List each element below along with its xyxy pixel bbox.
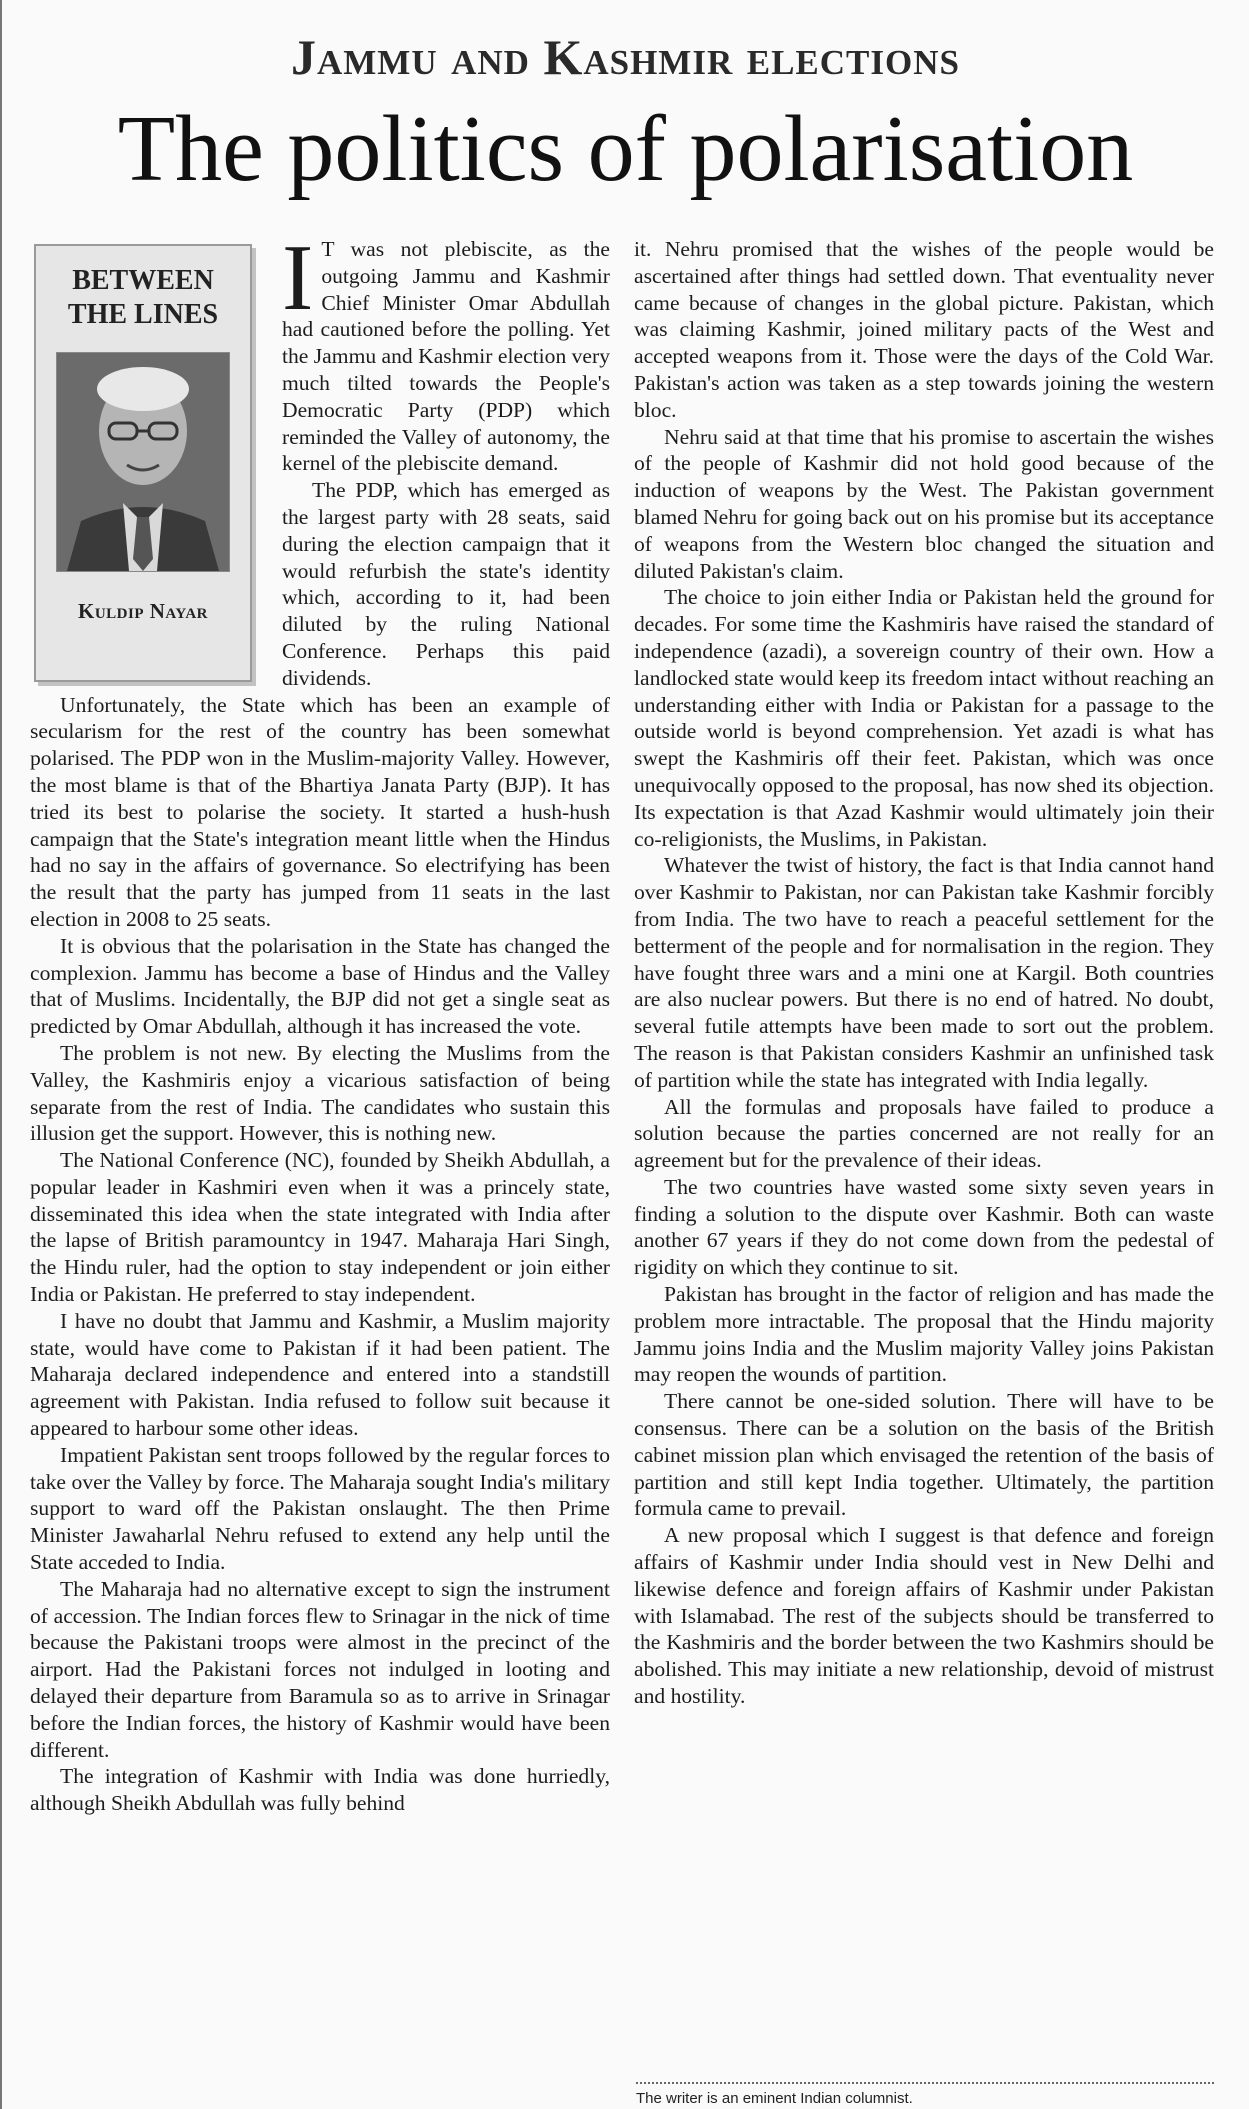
article-paragraph: The National Conference (NC), founded by Sheikh Abdullah, a popular leader in Kashmiri even when it was a princely state, disseminated this idea when the state integrated with India after the lapse of British paramountcy in 1947. Maharaja Hari Singh, the Hindu ruler, had the option to stay independent or join either India or Pakistan. He preferred to stay independent. (30, 1148, 610, 1307)
article-paragraph: A new proposal which I suggest is that defence and foreign affairs of Kashmir under India should vest in New Delhi and likewise defence and foreign affairs of Kashmir under Pakistan with Islamabad. The rest of the subjects should be transferred to the Kashmiris and the border between the two Kashmirs should be abolished. This may initiate a new relationship, devoid of mistrust and hostility. (634, 1523, 1214, 1709)
article-paragraph: Impatient Pakistan sent troops followed by the regular forces to take over the Valley by force. The Maharaja sought India's military support to ward off the Pakistan onslaught. The then Prime Minister Jawaharlal Nehru refused to extend any help until the State acceded to India. (30, 1442, 610, 1575)
drop-cap: I (282, 226, 314, 330)
article-paragraph: I have no doubt that Jammu and Kashmir, a Muslim majority state, would have come to Pakistan if it had been patient. The Maharaja declared independence and entered into a standstill agreement with Pakistan. India refused to follow suit because it appeared to harbour some other ideas. (30, 1308, 610, 1441)
article-paragraph: The choice to join either India or Pakistan held the ground for decades. For some time the Kashmiris have raised the standard of independence (azadi), a sovereign country of their own. How a landlocked state would keep its freedom intact without reaching an understanding either with India or Pakistan for a passage to the outside world is beyond comprehension. Yet azadi is what has swept the Kashmiris off their feet. Pakistan, which was once unequivocally opposed to the proposal, has now shed its objection. Its expectation is that Azad Kashmir would ultimately join their co-religionists, the Muslims, in Pakistan. (634, 585, 1214, 851)
article-paragraph: The Maharaja had no alternative except to sign the instrument of accession. The Indian forces flew to Srinagar in the nick of time because the Pakistani troops were almost in the precinct of the airport. Had the Pakistani forces not indulged in looting and delayed their departure from Baramula so as to arrive in Srinagar before the Indian forces, the history of Kashmir would have been different. (30, 1576, 610, 1762)
article-paragraph: The problem is not new. By electing the Muslims from the Valley, the Kashmiris enjoy a vicarious satisfaction of being separate from the rest of India. The candidates who sustain this illusion get the support. However, this is nothing new. (30, 1040, 610, 1146)
article-paragraph: The PDP, which has emerged as the largest party with 28 seats, said during the election campaign that it would refurbish the state's identity which, according to it, had been diluted by the ruling National Conference. Perhaps this paid dividends. (282, 478, 610, 690)
article-paragraph: There cannot be one-sided solution. There will have to be consensus. There can be a solution on the basis of the British cabinet mission plan which envisaged the retention of the basis of partition and still kept India together. Ultimately, the partition formula came to prevail. (634, 1389, 1214, 1521)
column-title-line2: THE LINES (67, 299, 219, 330)
first-paragraph-text: T was not plebiscite, as the outgoing Jammu and Kashmir Chief Minister Omar Abdullah had cautioned before the polling. Yet the Jammu and Kashmir election very much tilted towards the People's Democratic Party (PDP) which reminded the Valley of autonomy, the kernel of the plebiscite demand. (282, 237, 611, 476)
article-paragraph: It is obvious that the polarisation in the State has changed the complexion. Jammu has become a base of Hindus and the Valley that of Muslims. Incidentally, the BJP did not get a single seat as predicted by Omar Abdullah, although it has increased the vote. (30, 933, 610, 1039)
article-paragraph: All the formulas and proposals have failed to produce a solution because the parties concerned are not really for an agreement but for the prevalence of their ideas. (634, 1094, 1214, 1173)
author-portrait-icon (56, 352, 230, 572)
headline-kicker: Jammu and Kashmir elections (291, 29, 960, 85)
column-title (36, 264, 250, 332)
article-column-left (30, 226, 611, 1817)
footer-divider (636, 2082, 1214, 2084)
author-footnote: The writer is an eminent Indian columnist. (636, 2090, 913, 2107)
article-paragraph: Pakistan has brought in the factor of religion and has made the problem more intractable. The proposal that the Hindu majority Jammu joins India and the Muslim majority Valley joins Pakistan may reopen the wounds of partition. (634, 1282, 1214, 1387)
headline-title: The politics of polarisation (117, 97, 1134, 201)
article-paragraph: Whatever the twist of history, the fact is that India cannot hand over Kashmir to Pakistan, nor can Pakistan take Kashmir forcibly from India. The two have to reach a peaceful settlement for the betterment of the people and for normalisation in the region. They have fought three wars and a mini one at Kargil. Both countries are also nuclear powers. But there is no end of hatred. No doubt, several futile attempts have been made to sort out the problem. The reason is that Pakistan considers Kashmir an unfinished task of partition while the state has integrated with India legally. (634, 853, 1214, 1092)
article-paragraph: Unfortunately, the State which has been an example of secularism for the rest of the country has been somewhat polarised. The PDP won in the Muslim-majority Valley. However, the most blame is that of the Bhartiya Janata Party (BJP). It has tried its best to polarise the society. It started a hush-hush campaign that the State's integration meant little when the Hindus had no say in the affairs of governance. So electrifying has been the result that the party has jumped from 11 seats in the last election in 2008 to 25 seats. (30, 692, 610, 931)
article-column-right (634, 236, 1214, 1710)
article-paragraph: The two countries have wasted some sixty seven years in finding a solution to the dispute over Kashmir. Both can waste another 67 years if they do not come down from the pedestal of rigidity on which they continue to sit. (634, 1174, 1214, 1280)
article-paragraph: The integration of Kashmir with India was done hurriedly, although Sheikh Abdullah was fully behind (30, 1764, 610, 1816)
column-title-line1: BETWEEN (72, 265, 214, 296)
article-paragraph: Nehru said at that time that his promise to ascertain the wishes of the people of Kashmir did not hold good because of the induction of weapons by the West. The Pakistan government blamed Nehru for going back out on his promise but its acceptance of weapons from the Western bloc changed the situation and diluted Pakistan's claim. (634, 424, 1214, 583)
article-paragraph: it. Nehru promised that the wishes of the people would be ascertained after things had settled down. That eventuality never came because of changes in the global picture. Pakistan, which was claiming Kashmir, joined military pacts of the West and accepted weapons from it. Those were the days of the Cold War. Pakistan's action was taken as a step towards joining the western bloc. (634, 237, 1214, 422)
author-name: Kuldip Nayar (78, 599, 208, 623)
columnist-box (34, 244, 252, 682)
